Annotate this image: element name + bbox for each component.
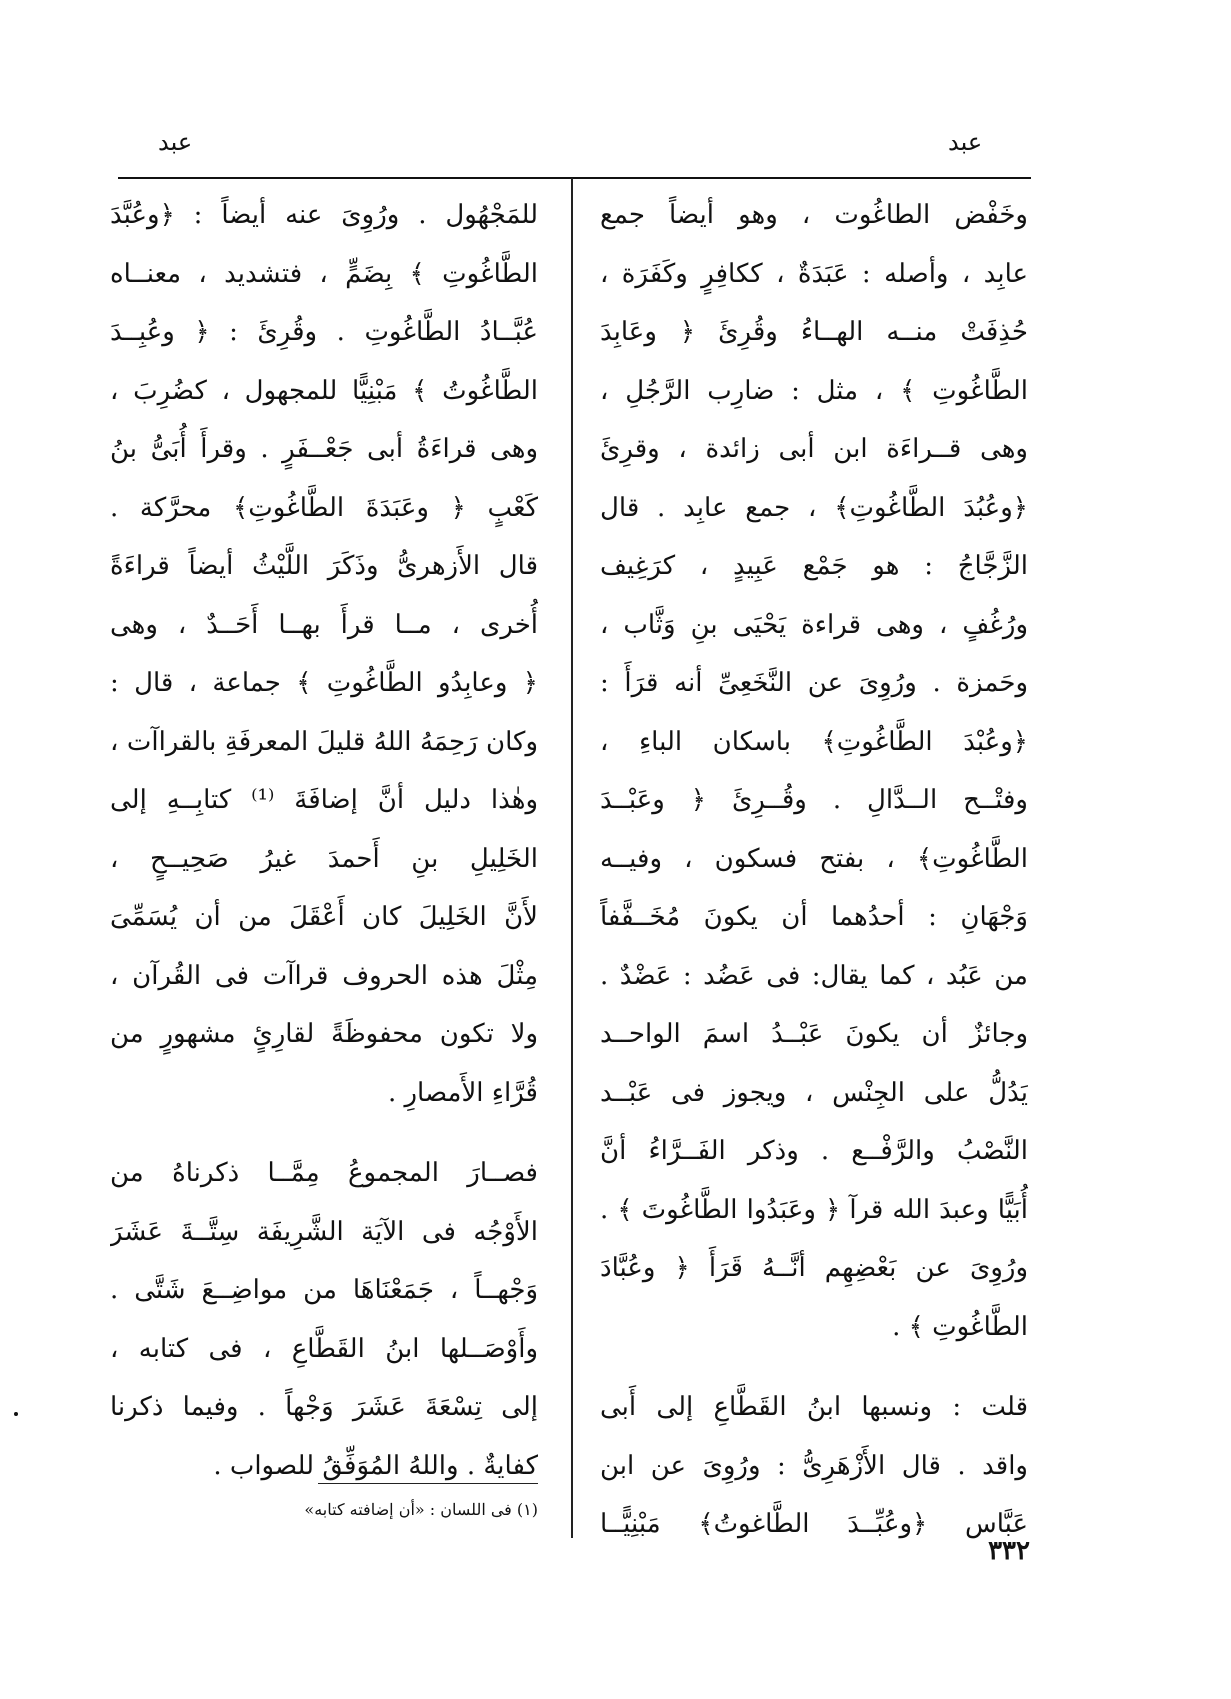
footnote: (١) فى اللسان : «أن إضافته كتابه»: [304, 1500, 538, 1519]
text-line: وخَفْض الطاغُوت ، وهو أيضاً جمع: [600, 200, 1028, 230]
text-line: وهٰذا دليل أنَّ إضافَةَ ⁽¹⁾ كتابِــهِ إلى: [110, 785, 538, 815]
text-line: ﴿وعُبُدَ الطَّاغُوتِ﴾ ، جمع عابِد . قال: [600, 492, 1028, 523]
text-line: وحَمزة . ورُوِىَ عن النَّخَعِىِّ أنه قرَأَ :: [600, 668, 1028, 698]
scan-speck: [14, 1412, 18, 1416]
text-line: وأَوْصَــلها ابنُ القَطَّاعِ ، فى كتابه ،: [110, 1333, 538, 1364]
column-divider: [571, 178, 573, 1538]
text-line: كفايةٌ . واللهُ المُوَفِّقُ للصواب .: [213, 1450, 538, 1481]
text-line: الطَّاغُوتِ ﴾ ، مثل : ضارِب الرَّجُلِ ،: [600, 375, 1028, 406]
text-line: الطَّاغُوتُ ﴾ مَبْنِيًّا للمجهول ، كضُرِبَ ،: [110, 375, 538, 406]
text-line: فصــارَ المجموعُ مِمَّــا ذكرناهُ من: [110, 1158, 538, 1188]
text-line: وهى قــراءَة ابن أبى زائدة ، وقرِئَ: [600, 434, 1028, 464]
text-line: عُبَّــادُ الطَّاغُوتِ . وقُرِئَ : ﴿ وعُبِــدَ: [110, 317, 538, 347]
text-line: للمَجْهُول . ورُوِىَ عنه أيضاً : ﴿وعُبَّدَ: [110, 200, 538, 230]
text-line: أُبَيًّا وعبدَ الله قرآ ﴿ وعَبَدُوا الطَّاغُوتَ ﴾ .: [600, 1194, 1028, 1225]
text-line: الطَّاغُوتِ ﴾ .: [892, 1311, 1028, 1342]
footnote-rule: [318, 1483, 538, 1484]
text-line: الأَوْجُه فى الآيَة الشَّرِيفَة سِتَّــةَ عَشَرَ: [110, 1216, 538, 1247]
text-line: واقد . قال الأَزْهَرِىُّ : ورُوِىَ عن ابن: [600, 1450, 1028, 1481]
text-line: عَبَّاس ﴿وعُبِّــدَ الطَّاغوتُ﴾ مَبْنِيًّــا: [600, 1509, 1028, 1539]
text-line: وهى قراءَةُ أبى جَعْــفَرٍ . وقرأَ أُبَىُّ بنُ: [110, 434, 538, 464]
text-line: الطَّاغُوتِ﴾ ، بفتح فسكون ، وفيــه: [600, 843, 1028, 874]
right-column: [600, 186, 1028, 1554]
header-rule: [118, 177, 1031, 179]
text-line: حُذِفَتْ منــه الهــاءُ وقُرِئَ ﴿ وعَابِدَ: [600, 317, 1028, 347]
text-line: ورُغُفٍ ، وهى قراءة يَحْيَى بنِ وَثَّاب ،: [600, 609, 1028, 640]
text-line: يَدُلُّ على الجِنْس ، ويجوز فى عَبْــد: [600, 1077, 1028, 1108]
text-line: أُخرى ، مــا قرأَ بهــا أَحَــدٌ ، وهى: [110, 609, 538, 640]
text-line: ﴿ وعابِدُو الطَّاغُوتِ ﴾ جماعة ، قال :: [110, 668, 538, 698]
text-line: الزَّجَّاجُ : هو جَمْع عَبِيدٍ ، كرَغِيف: [600, 551, 1028, 581]
text-line: لأَنَّ الخَلِيلَ كان أَعْقَلَ من أن يُسَمِّىَ: [110, 902, 538, 932]
text-line: قُرَّاءِ الأَمصارِ .: [387, 1077, 538, 1108]
text-line: مِثْلَ هذه الحروف قراآت فى القُرآن ،: [110, 960, 538, 991]
running-header-left: عبد: [158, 128, 193, 156]
text-line: كَعْبٍ ﴿ وعَبَدَةَ الطَّاغُوتِ﴾ محرَّكة .: [110, 492, 538, 523]
page-number: ٣٣٢: [988, 1536, 1030, 1566]
text-line: وجائزٌ أن يكونَ عَبْــدُ اسمَ الواحــد: [600, 1019, 1028, 1049]
text-line: ولا تكون محفوظَةً لقارِئٍ مشهورٍ من: [110, 1019, 538, 1049]
text-line: عابِد ، وأصله : عَبَدَةٌ ، ككافِرٍ وكَفَرَة ،: [600, 258, 1028, 289]
text-line: قلت : ونسبها ابنُ القَطَّاعِ إلى أَبى: [600, 1392, 1028, 1422]
text-line: الخَلِيلِ بنِ أَحمدَ غيرُ صَحِيــحٍ ،: [110, 843, 538, 874]
text-line: وَجْهــاً ، جَمَعْنَاهَا من مواضِــعَ شَتَّى .: [110, 1275, 538, 1305]
text-line: من عَبُد ، كما يقال: فى عَضُد : عَضْدٌ .: [600, 960, 1028, 991]
paragraph-gap: [110, 1122, 538, 1144]
text-line: ورُوِىَ عن بَعْضِهِم أنَّــهُ قَرَأَ ﴿ وعُبَّادَ: [600, 1253, 1028, 1283]
text-line: ﴿وعُبْدَ الطَّاغُوتِ﴾ باسكان الباءِ ،: [600, 726, 1028, 757]
paragraph-gap: [600, 1356, 1028, 1378]
text-line: وكان رَحِمَهُ اللهُ قليلَ المعرفَةِ بالقراآت ،: [110, 726, 538, 757]
text-line: الطَّاغُوتِ ﴾ بِضَمٍّ ، فتشديد ، معنــاه: [110, 258, 538, 289]
text-line: وفتْــح الــدَّالِ . وقُــرِئَ ﴿ وعَبْــدَ: [600, 785, 1028, 815]
running-header-right: عبد: [948, 128, 983, 156]
text-line: وَجْهَانِ : أحدُهما أن يكونَ مُخَــفَّفاً: [600, 902, 1028, 932]
text-line: قال الأَزهرىُّ وذَكَرَ اللَّيْثُ أيضاً قراءَةً: [110, 551, 538, 581]
text-line: إلى تِسْعَةَ عَشَرَ وَجْهاً . وفيما ذكرنا: [110, 1392, 538, 1422]
left-column: [110, 186, 538, 1495]
text-line: النَّصْبُ والرَّفْــع . وذكر الفَــرَّاءُ أنَّ: [600, 1136, 1028, 1166]
